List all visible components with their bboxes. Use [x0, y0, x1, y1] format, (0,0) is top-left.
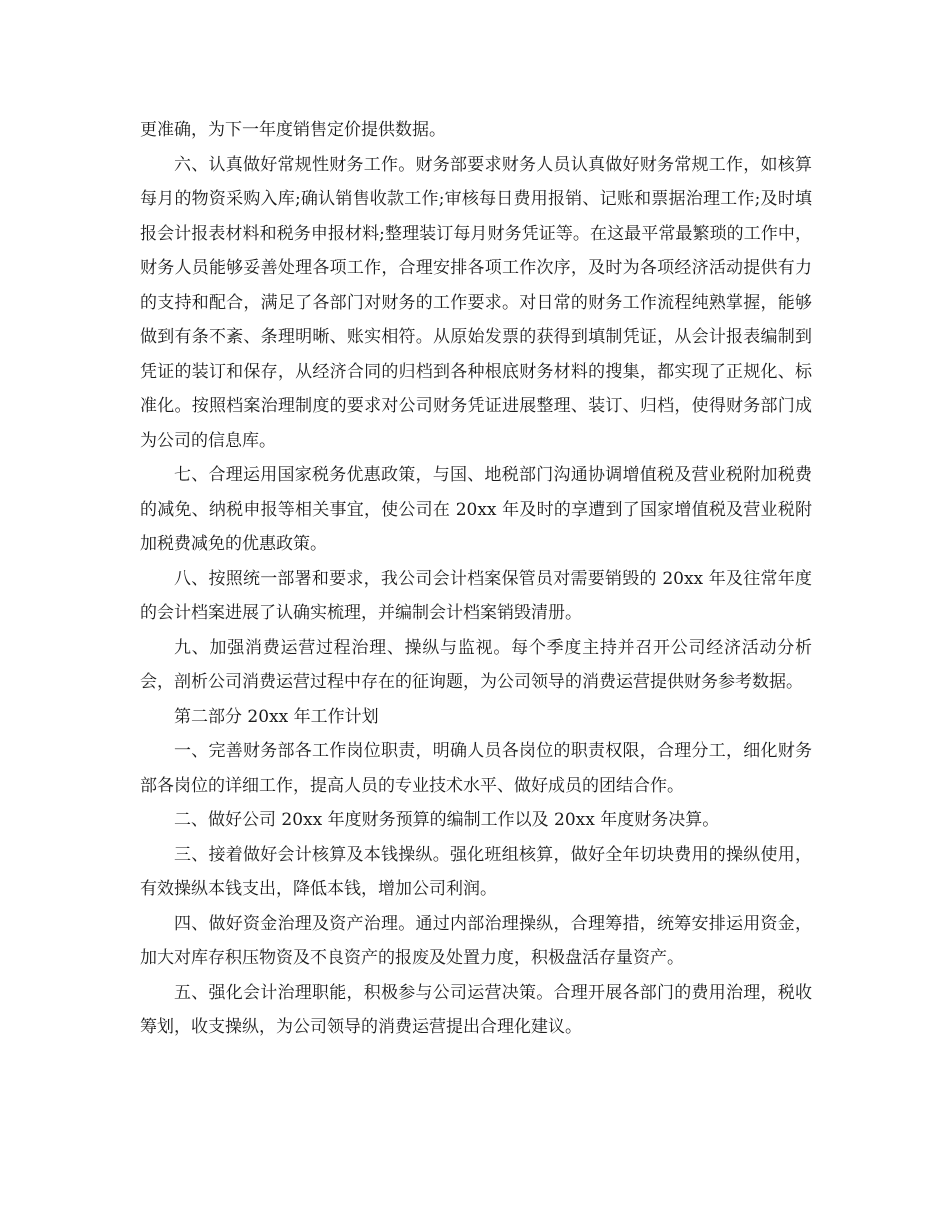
paragraph-item-9: 九、加强消费运营过程治理、操纵与监视。每个季度主持并召开公司经济活动分析会，剖析公司消费运营过程中存在的征询题，为公司领导的消费运营提供财务参考数据。	[140, 637, 812, 692]
paragraph-continuation: 更准确，为下一年度销售定价提供数据。	[140, 120, 446, 140]
plan-item-1: 一、完善财务部各工作岗位职责，明确人员各岗位的职责权限，合理分工，细化财务部各岗位的详细工作，提高人员的专业技术水平、做好成员的团结合作。	[140, 741, 812, 796]
plan-item-3: 三、接着做好会计核算及本钱操纵。强化班组核算，做好全年切块费用的操纵使用，有效操纵本钱支出，降低本钱，增加公司利润。	[140, 844, 812, 899]
paragraph-item-7: 七、合理运用国家税务优惠政策，与国、地税部门沟通协调增值税及营业税附加税费的减免、纳税申报等相关事宜，使公司在 20xx 年及时的享遭到了国家增值税及营业税附加税费减免的优惠政策。	[140, 465, 812, 554]
paragraph-item-6: 六、认真做好常规性财务工作。财务部要求财务人员认真做好财务常规工作，如核算每月的物资采购入库;确认销售收款工作;审核每日费用报销、记账和票据治理工作;及时填报会计报表材料和税务申报材料;整理装订每月财务凭证等。在这最平常最繁琐的工作中，财务人员能够妥善处理各项工作，合理安排各项工作次序，及时为各项经济活动提供有力的支持和配合，满足了各部门对财务的工作要求。对日常的财务工作流程纯熟掌握，能够做到有条不紊、条理明晰、账实相符。从原始发票的获得到填制凭证，从会计报表编制到凭证的装订和保存，从经济合同的归档到各种根底财务材料的搜集，都实现了正规化、标准化。按照档案治理制度的要求对公司财务凭证进展整理、装订、归档，使得财务部门成为公司的信息库。	[140, 154, 812, 451]
plan-item-5: 五、强化会计治理职能，积极参与公司运营决策。合理开展各部门的费用治理，税收筹划，收支操纵，为公司领导的消费运营提出合理化建议。	[140, 982, 812, 1037]
section-heading-part-two: 第二部分 20xx 年工作计划	[174, 706, 379, 727]
plan-item-2: 二、做好公司 20xx 年度财务预算的编制工作以及 20xx 年度财务决算。	[174, 810, 720, 830]
paragraph-item-8: 八、按照统一部署和要求，我公司会计档案保管员对需要销毁的 20xx 年及往常年度的会计档案进展了认确实梳理，并编制会计档案销毁清册。	[140, 568, 812, 623]
document-body	[140, 113, 812, 1045]
plan-item-4: 四、做好资金治理及资产治理。通过内部治理操纵，合理筹措，统筹安排运用资金，加大对库存积压物资及不良资产的报废及处置力度，积极盘活存量资产。	[140, 913, 812, 968]
